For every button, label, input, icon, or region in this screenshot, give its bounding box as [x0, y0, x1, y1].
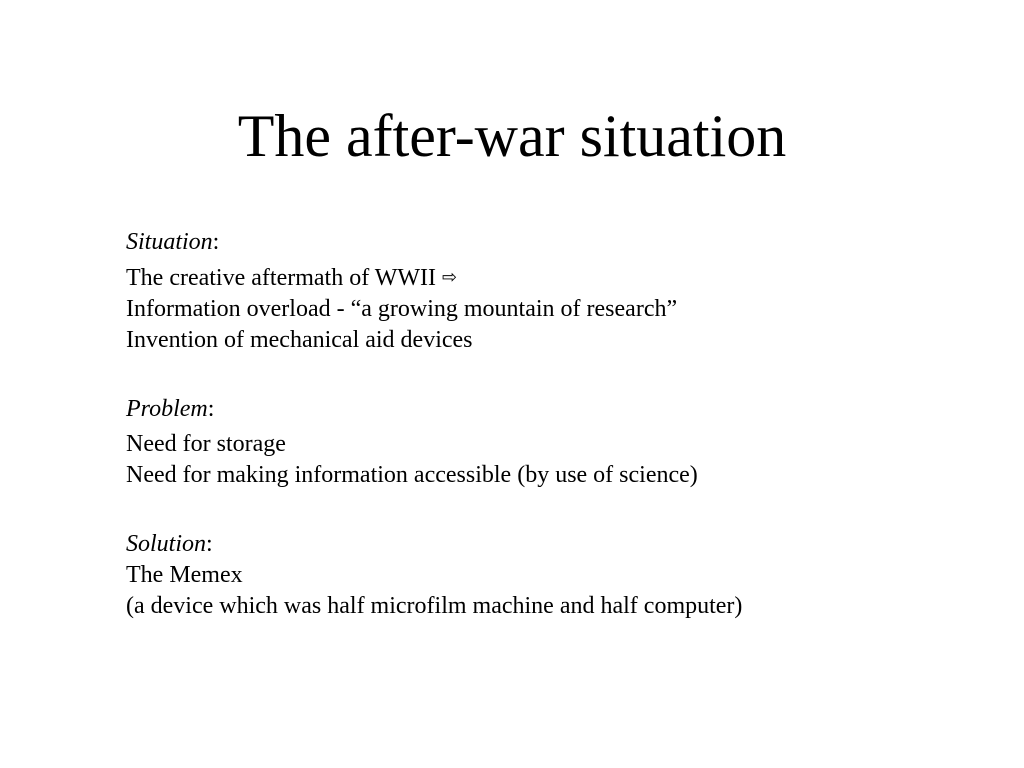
section-label-situation: [126, 227, 986, 258]
section-label-problem: [126, 394, 986, 425]
section-label-solution: [126, 529, 986, 560]
situation-line-1: [126, 262, 986, 294]
situation-label-text: Situation: [126, 229, 213, 255]
situation-label-colon: :: [212, 229, 220, 255]
problem-label-colon: :: [207, 396, 215, 422]
situation-line-1-text: The creative aftermath of WWII: [126, 265, 437, 291]
situation-line-3: Invention of mechanical aid devices: [126, 327, 473, 353]
section-situation: [126, 227, 986, 356]
solution-label-text: Solution: [126, 531, 207, 557]
problem-line-2: Need for making information accessible (by use of science): [126, 462, 698, 488]
section-problem: [126, 394, 986, 491]
problem-label-text: Problem: [126, 396, 208, 422]
solution-line-2: (a device which was half microfilm machine and half computer): [126, 593, 743, 619]
slide-title: The after-war situation: [237, 103, 787, 169]
solution-label-colon: :: [206, 531, 213, 557]
solution-lines: [126, 560, 986, 622]
arrow-right-icon: ⇨: [442, 267, 458, 288]
situation-lines: [126, 262, 986, 356]
solution-line-1: The Memex: [126, 562, 243, 588]
situation-line-2: Information overload - “a growing mountain of research”: [126, 296, 678, 322]
section-solution: [126, 529, 986, 622]
problem-lines: [126, 429, 986, 491]
slide-content: [126, 227, 986, 622]
problem-line-1: Need for storage: [126, 431, 286, 457]
